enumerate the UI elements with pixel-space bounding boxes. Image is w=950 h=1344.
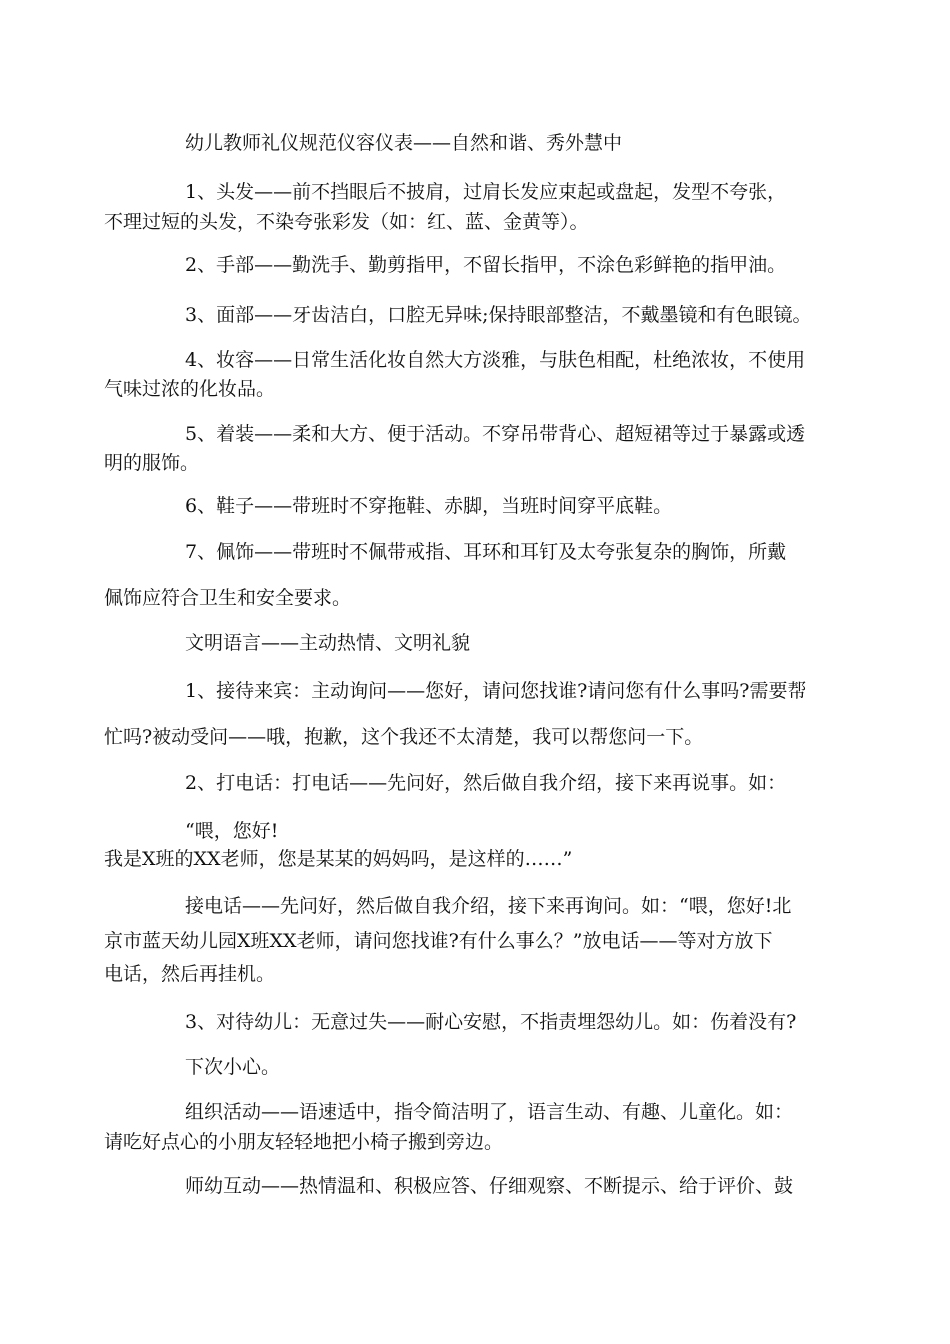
item-hair-line-1: 1、头发——前不挡眼后不披肩，过肩长发应束起或盘起，发型不夸张， bbox=[185, 181, 787, 203]
item-hair-line-2: 不理过短的头发，不染夸张彩发（如：红、蓝、金黄等）。 bbox=[104, 211, 589, 233]
item-reception-line-1: 1、接待来宾：主动询问——您好，请问您找谁?请问您有什么事吗?需要帮 bbox=[185, 680, 807, 702]
item-interaction-line-1: 师幼互动——热情温和、积极应答、仔细观察、不断提示、给于评价、鼓 bbox=[185, 1175, 794, 1197]
section-heading-appearance: 幼儿教师礼仪规范仪容仪表——自然和谐、秀外慧中 bbox=[185, 132, 623, 154]
item-answer-phone-line-3: 电话，然后再挂机。 bbox=[104, 963, 276, 985]
item-answer-phone-line-1: 接电话——先问好，然后做自我介绍，接下来再询问。如：“喂，您好!北 bbox=[185, 895, 792, 917]
item-phone-call-line-3: 我是X班的XX老师，您是某某的妈妈吗，是这样的……” bbox=[104, 848, 573, 870]
item-children-line-2: 下次小心。 bbox=[185, 1056, 281, 1078]
item-face: 3、面部——牙齿洁白，口腔无异味;保持眼部整洁，不戴墨镜和有色眼镜。 bbox=[185, 304, 812, 326]
section-heading-language: 文明语言——主动热情、文明礼貌 bbox=[185, 632, 471, 654]
item-clothing-line-1: 5、着装——柔和大方、便于活动。不穿吊带背心、超短裙等过于暴露或透 bbox=[185, 423, 806, 445]
item-answer-phone-line-2: 京市蓝天幼儿园X班XX老师，请问您找谁?有什么事么？”放电话——等对方放下 bbox=[104, 930, 773, 952]
item-shoes: 6、鞋子——带班时不穿拖鞋、赤脚，当班时间穿平底鞋。 bbox=[185, 495, 673, 517]
item-clothing-line-2: 明的服饰。 bbox=[104, 452, 200, 474]
item-activities-line-1: 组织活动——语速适中，指令简洁明了，语言生动、有趣、儿童化。如： bbox=[185, 1101, 794, 1123]
item-activities-line-2: 请吃好点心的小朋友轻轻地把小椅子搬到旁边。 bbox=[104, 1131, 504, 1153]
item-accessories-line-1: 7、佩饰——带班时不佩带戒指、耳环和耳钉及太夸张复杂的胸饰，所戴 bbox=[185, 541, 787, 563]
item-reception-line-2: 忙吗?被动受问——哦，抱歉，这个我还不太清楚，我可以帮您问一下。 bbox=[104, 726, 704, 748]
item-phone-call-line-2: “喂，您好! bbox=[185, 820, 279, 842]
item-children-line-1: 3、对待幼儿：无意过失——耐心安慰，不指责埋怨幼儿。如：伤着没有? bbox=[185, 1011, 797, 1033]
item-makeup-line-2: 气味过浓的化妆品。 bbox=[104, 378, 276, 400]
item-hands: 2、手部——勤洗手、勤剪指甲，不留长指甲，不涂色彩鲜艳的指甲油。 bbox=[185, 254, 787, 276]
item-accessories-line-2: 佩饰应符合卫生和安全要求。 bbox=[104, 587, 352, 609]
item-makeup-line-1: 4、妆容——日常生活化妆自然大方淡雅，与肤色相配，杜绝浓妆，不使用 bbox=[185, 349, 806, 371]
item-phone-call-line-1: 2、打电话：打电话——先问好，然后做自我介绍，接下来再说事。如： bbox=[185, 772, 787, 794]
